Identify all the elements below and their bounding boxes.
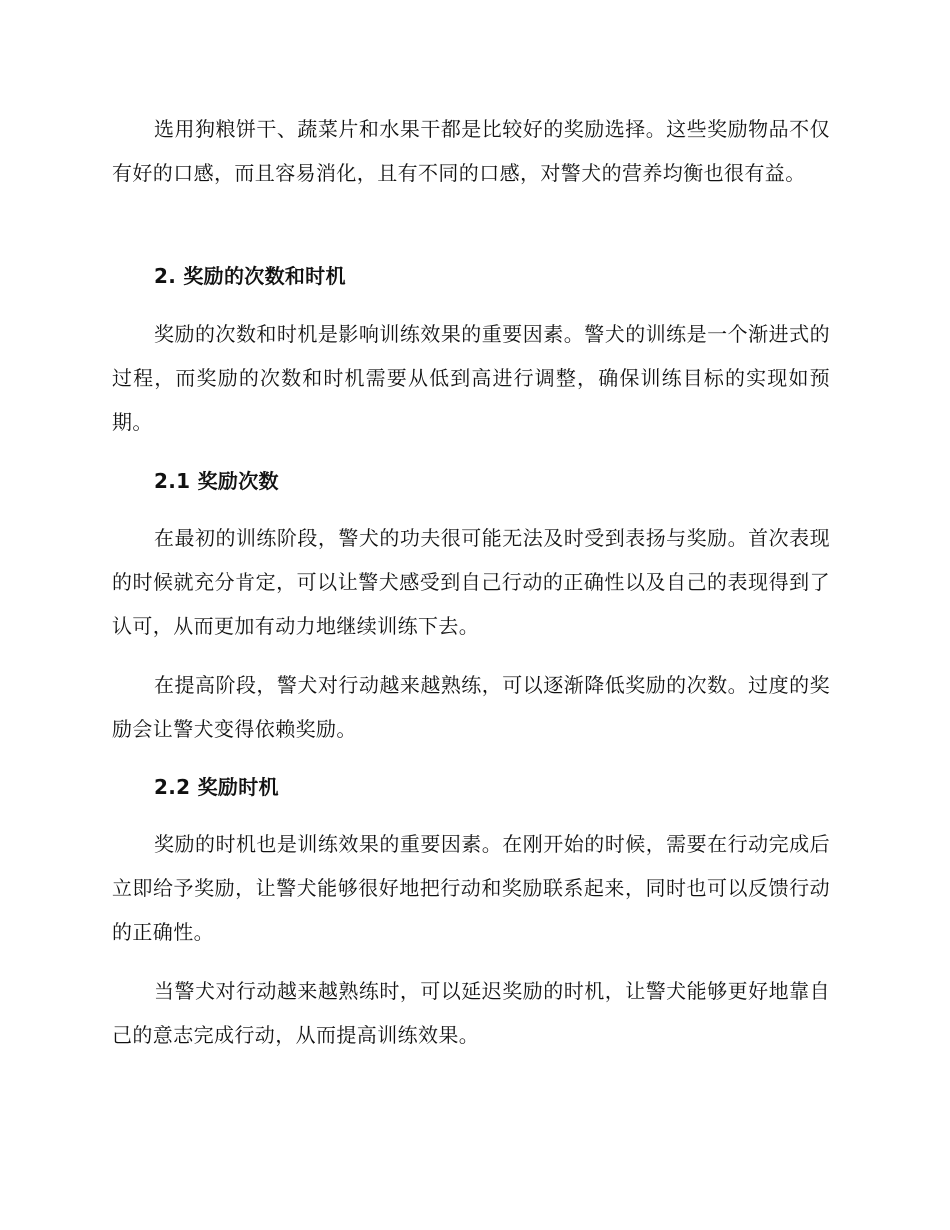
paragraph-delayed-reward: 当警犬对行动越来越熟练时，可以延迟奖励的时机，让警犬能够更好地靠自己的意志完成行动，从而提高训练效果。 <box>112 979 830 1047</box>
paragraph-initial-stage: 在最初的训练阶段，警犬的功夫很可能无法及时受到表扬与奖励。首次表现的时候就充分肯定，可以让警犬感受到自己行动的正确性以及自己的表现得到了认可，从而更加有动力地继续训练下去。 <box>112 526 830 638</box>
paragraph-timing-importance: 奖励的时机也是训练效果的重要因素。在刚开始的时候，需要在行动完成后立即给予奖励，让警犬能够很好地把行动和奖励联系起来，同时也可以反馈行动的正确性。 <box>112 832 830 944</box>
paragraph-advanced-stage: 在提高阶段，警犬对行动越来越熟练，可以逐渐降低奖励的次数。过度的奖励会让警犬变得依赖奖励。 <box>112 673 830 741</box>
subsection-heading-reward-frequency: 2.1 奖励次数 <box>154 469 279 493</box>
paragraph-frequency-timing-intro: 奖励的次数和时机是影响训练效果的重要因素。警犬的训练是一个渐进式的过程，而奖励的次数和时机需要从低到高进行调整，确保训练目标的实现如预期。 <box>112 322 830 434</box>
paragraph-reward-choices: 选用狗粮饼干、蔬菜片和水果干都是比较好的奖励选择。这些奖励物品不仅有好的口感，而且容易消化，且有不同的口感，对警犬的营养均衡也很有益。 <box>112 117 830 185</box>
section-heading-reward-frequency-timing: 2. 奖励的次数和时机 <box>154 264 346 288</box>
subsection-heading-reward-timing: 2.2 奖励时机 <box>154 775 279 799</box>
